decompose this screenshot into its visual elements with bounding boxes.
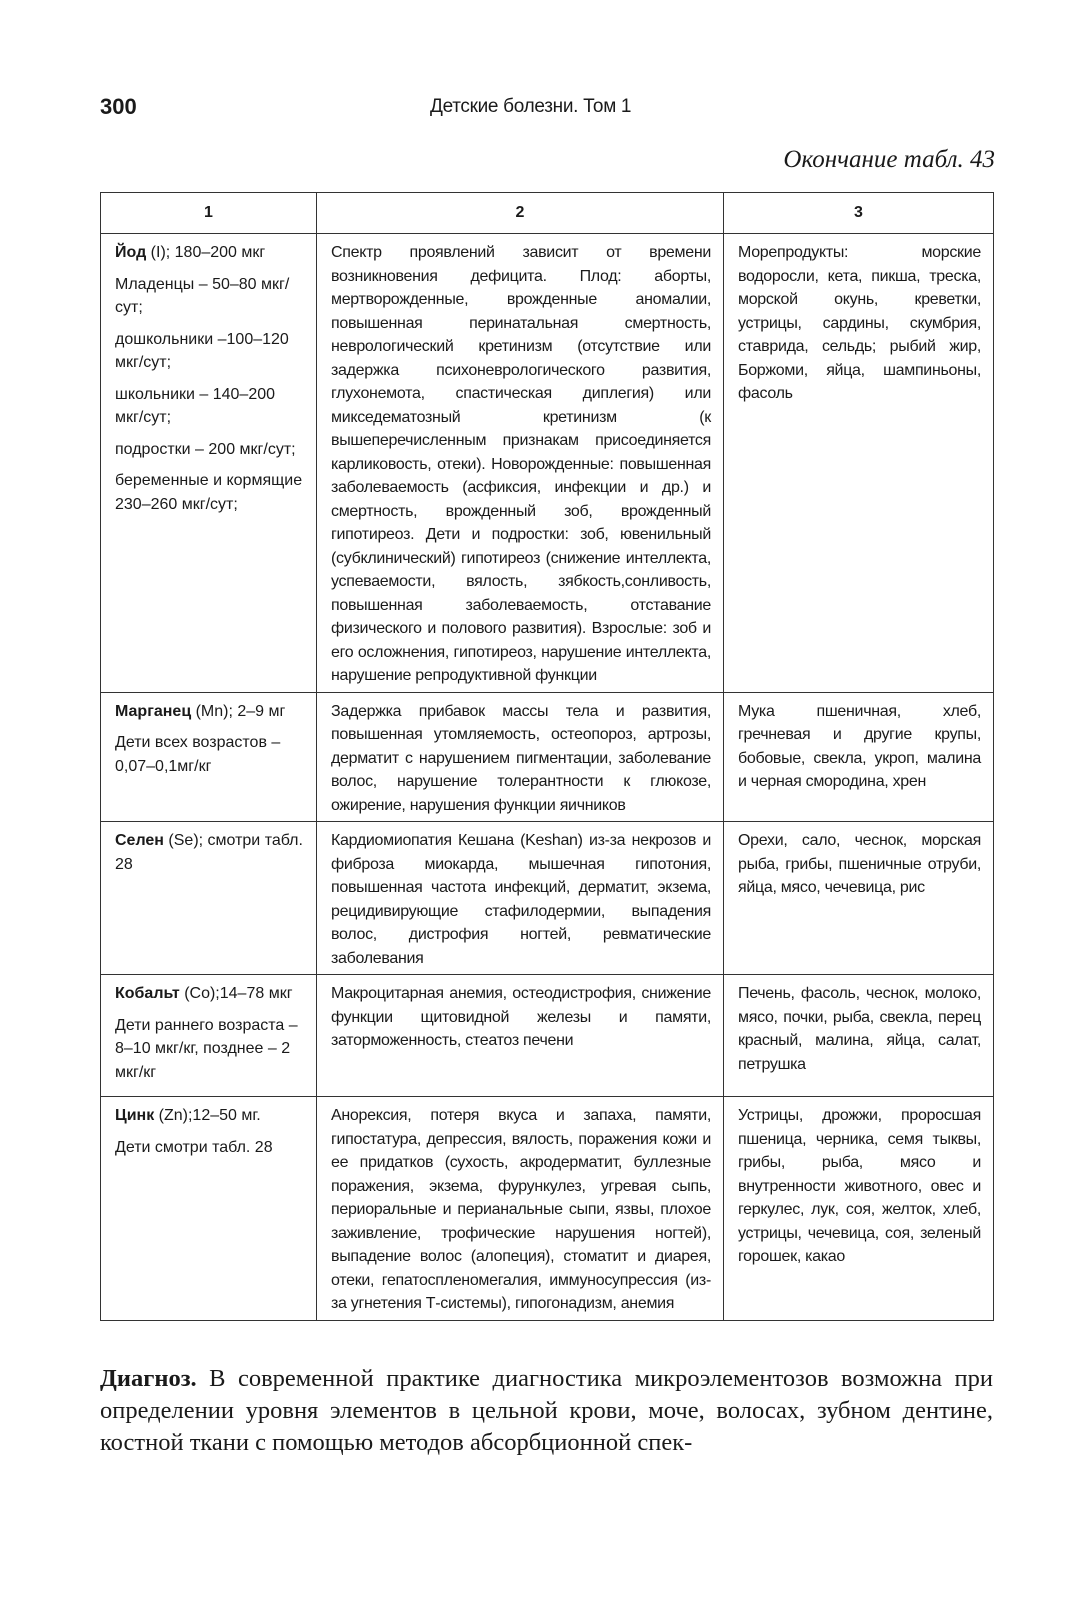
element-amount: (Zn);12–50 мг. xyxy=(154,1107,261,1124)
running-title: Детские болезни. Том 1 xyxy=(430,96,632,117)
table-header-row xyxy=(101,193,994,234)
sources-cell: Печень, фасоль, чеснок, молоко, мясо, почки, рыба, свекла, перец красный, малина, яйца, салат, петрушка xyxy=(724,975,994,1097)
page-header xyxy=(100,94,1000,124)
page-number: 300 xyxy=(100,94,137,119)
element-name: Селен xyxy=(115,832,164,849)
dose-line: подростки – 200 мкг/сут; xyxy=(115,440,296,458)
element-heading xyxy=(115,700,304,724)
sources-cell: Устрицы, дрожжи, проросшая пшеница, черника, семя тыквы, грибы, рыба, мясо и внутренности животного, овес и геркулес, лук, соя, желток, хлеб, устрицы, чечевица, соя, зеленый горошек, какао xyxy=(724,1097,994,1321)
sources-cell: Мука пшеничная, хлеб, гречневая и другие крупы, бобовые, свекла, укроп, малина и черная смородина, хрен xyxy=(724,692,994,822)
diagnosis-title: Диагноз. xyxy=(100,1365,197,1392)
element-name: Цинк xyxy=(115,1107,155,1124)
dose-line: беременные и кормящие 230–260 мкг/сут; xyxy=(115,472,303,513)
element-cell xyxy=(101,975,317,1097)
dose-line: Младенцы – 50–80 мкг/сут; xyxy=(115,275,290,316)
element-cell xyxy=(101,234,317,693)
dose-line: Дети раннего возраста – 8–10 мкг/кг, позднее – 2 мкг/кг xyxy=(115,1016,298,1081)
element-heading xyxy=(115,1104,304,1128)
table-row xyxy=(101,692,994,822)
column-header: 1 xyxy=(101,193,317,234)
element-amount: (Se); смотри табл. 28 xyxy=(115,832,303,873)
element-name: Марганец xyxy=(115,702,192,720)
sources-cell: Орехи, сало, чеснок, морская рыба, грибы, пшеничные отруби, яйца, мясо, чечевица, рис xyxy=(724,822,994,975)
element-name: Йод xyxy=(115,244,147,261)
table-row xyxy=(101,822,994,975)
element-heading xyxy=(115,982,304,1006)
column-header: 2 xyxy=(317,193,724,234)
element-cell xyxy=(101,822,317,975)
diagnosis-text: В современной практике диагностика микроэлементозов возможна при определении уровня элементов в цельной крови, моче, волосах, зубном дентине, костной ткани с помощью методов абсорбционной спек- xyxy=(100,1365,993,1456)
element-cell xyxy=(101,1097,317,1321)
dose-line: дошкольники –100–120 мкг/сут; xyxy=(115,330,289,371)
column-header: 3 xyxy=(724,193,994,234)
element-amount: (I); 180–200 мкг xyxy=(146,244,266,261)
element-amount: (Co);14–78 мкг xyxy=(179,985,293,1002)
manifestations-cell: Анорексия, потеря вкуса и запаха, памяти, гипостатура, депрессия, вялость, поражения кожи и ее придатков (сухость, акродерматит, буллезные поражения, экзема, фурункулез, угревая сыпь, периоральные и перианальные сыпи, язвы, плохое заживление, трофические нарушения ногтей), выпадение волос (алопеция), стоматит и диарея, отеки, гепатоспленомегалия, иммуносупрессия (из-за угнетения Т-системы), гипогонадизм, анемия xyxy=(317,1097,724,1321)
dose-line: Дети всех возрастов – 0,07–0,1мг/кг xyxy=(115,734,281,775)
diagnosis-paragraph xyxy=(100,1363,993,1459)
dose-line: школьники – 140–200 мкг/сут; xyxy=(115,385,276,426)
element-amount: (Mn); 2–9 мг xyxy=(191,702,286,720)
table-row xyxy=(101,975,994,1097)
manifestations-cell: Кардиомиопатия Кешана (Keshan) из-за некрозов и фиброза миокарда, мышечная гипотония, повышенная частота инфекций, дерматит, экзема, рецидивирующие стафилодермии, выпадения волос, дистрофия ногтей, ревматические заболевания xyxy=(317,822,724,975)
table-row xyxy=(101,1097,994,1321)
table-row xyxy=(101,234,994,693)
element-heading xyxy=(115,829,304,876)
element-cell xyxy=(101,692,317,822)
microelements-table xyxy=(100,192,994,1321)
element-heading xyxy=(115,241,304,265)
dose-line: Дети смотри табл. 28 xyxy=(115,1138,273,1156)
manifestations-cell: Задержка прибавок массы тела и развития, повышенная утомляемость, остеопороз, артрозы, дерматит с нарушением пигментации, заболевание волос, нарушение толерантности к глюкозе, ожирение, нарушения функции яичников xyxy=(317,692,724,822)
manifestations-cell: Макроцитарная анемия, остеодистрофия, снижение функции щитовидной железы и памяти, заторможенность, стеатоз печени xyxy=(317,975,724,1097)
manifestations-cell: Спектр проявлений зависит от времени возникновения дефицита. Плод: аборты, мертворожденные, врожденные аномалии, повышенная перинатальная смертность, неврологический кретинизм (отсутствие или задержка психоневрологического развития, глухонемота, спастическая диплегия) или микседематозный кретинизм (к вышеперечисленным признакам присоединяется карликовость, отеки). Новорожденные: повышенная заболеваемость (асфиксия, инфекции и др.) и смертность, врожденный зоб, врожденный гипотиреоз. Дети и подростки: зоб, ювенильный (субклинический) гипотиреоз (снижение интеллекта, успеваемости, вялость, зябкость,сонливость, повышенная заболеваемость, отставание физического и полового развития). Взрослые: зоб и его осложнения, гипотиреоз, нарушение интеллекта, нарушение репродуктивной функции xyxy=(317,234,724,693)
table-caption: Окончание табл. 43 xyxy=(783,146,995,173)
element-name: Кобальт xyxy=(115,985,180,1002)
sources-cell: Морепродукты: морские водоросли, кета, пикша, треска, морской окунь, креветки, устрицы, сардины, скумбрия, ставрида, сельдь; рыбий жир, Боржоми, яйца, шампиньоны, фасоль xyxy=(724,234,994,693)
